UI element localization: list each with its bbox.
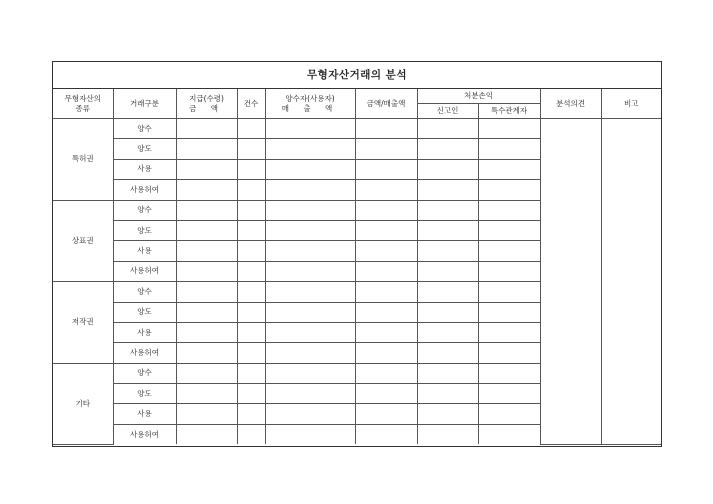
declarer-cell[interactable] <box>417 139 478 159</box>
declarer-cell[interactable] <box>417 119 478 139</box>
header-trade-kind: 거래구분 <box>113 89 176 119</box>
asset-type-cell: 기타 <box>53 363 113 444</box>
trade-kind-cell: 양수 <box>113 119 176 139</box>
analysis-table <box>53 89 661 445</box>
related-party-cell[interactable] <box>478 363 540 383</box>
payment-amount-cell[interactable] <box>176 180 237 200</box>
count-cell[interactable] <box>237 404 265 424</box>
count-cell[interactable] <box>237 180 265 200</box>
declarer-cell[interactable] <box>417 363 478 383</box>
assignee-sales-cell[interactable] <box>265 261 355 281</box>
related-party-cell[interactable] <box>478 282 540 302</box>
trade-kind-cell: 사용 <box>113 241 176 261</box>
payment-amount-cell[interactable] <box>176 424 237 444</box>
payment-amount-cell[interactable] <box>176 241 237 261</box>
related-party-cell[interactable] <box>478 322 540 342</box>
related-party-cell[interactable] <box>478 180 540 200</box>
declarer-cell[interactable] <box>417 180 478 200</box>
payment-amount-cell[interactable] <box>176 322 237 342</box>
remarks-cell[interactable] <box>601 119 661 445</box>
header-remarks: 비고 <box>601 89 661 119</box>
assignee-sales-cell[interactable] <box>265 343 355 363</box>
assignee-sales-cell[interactable] <box>265 404 355 424</box>
count-cell[interactable] <box>237 363 265 383</box>
amount-ratio-cell[interactable] <box>355 119 417 139</box>
payment-amount-cell[interactable] <box>176 302 237 322</box>
count-cell[interactable] <box>237 119 265 139</box>
related-party-cell[interactable] <box>478 424 540 444</box>
amount-ratio-cell[interactable] <box>355 139 417 159</box>
amount-ratio-cell[interactable] <box>355 424 417 444</box>
related-party-cell[interactable] <box>478 119 540 139</box>
assignee-sales-cell[interactable] <box>265 424 355 444</box>
trade-kind-cell: 양수 <box>113 282 176 302</box>
related-party-cell[interactable] <box>478 139 540 159</box>
analysis-form <box>52 61 662 447</box>
related-party-cell[interactable] <box>478 404 540 424</box>
trade-kind-cell: 사용허여 <box>113 424 176 444</box>
trade-kind-cell: 양수 <box>113 363 176 383</box>
count-cell[interactable] <box>237 220 265 240</box>
trade-kind-cell: 사용 <box>113 322 176 342</box>
related-party-cell[interactable] <box>478 200 540 220</box>
header-assignee-sales: 양수자(사용자) 매 출 액 <box>265 89 355 119</box>
declarer-cell[interactable] <box>417 343 478 363</box>
trade-kind-cell: 양도 <box>113 139 176 159</box>
assignee-sales-cell[interactable] <box>265 384 355 404</box>
related-party-cell[interactable] <box>478 159 540 179</box>
opinion-cell[interactable] <box>540 119 601 445</box>
declarer-cell[interactable] <box>417 302 478 322</box>
declarer-cell[interactable] <box>417 322 478 342</box>
trade-kind-cell: 사용허여 <box>113 180 176 200</box>
header-declarer: 신고인 <box>417 104 478 119</box>
amount-ratio-cell[interactable] <box>355 261 417 281</box>
amount-ratio-cell[interactable] <box>355 159 417 179</box>
declarer-cell[interactable] <box>417 261 478 281</box>
declarer-cell[interactable] <box>417 200 478 220</box>
count-cell[interactable] <box>237 343 265 363</box>
count-cell[interactable] <box>237 241 265 261</box>
assignee-sales-cell[interactable] <box>265 322 355 342</box>
assignee-sales-cell[interactable] <box>265 180 355 200</box>
assignee-sales-cell[interactable] <box>265 302 355 322</box>
asset-type-cell: 저작권 <box>53 282 113 364</box>
declarer-cell[interactable] <box>417 220 478 240</box>
amount-ratio-cell[interactable] <box>355 200 417 220</box>
payment-amount-cell[interactable] <box>176 220 237 240</box>
amount-ratio-cell[interactable] <box>355 241 417 261</box>
header-count: 건수 <box>237 89 265 119</box>
count-cell[interactable] <box>237 159 265 179</box>
payment-amount-cell[interactable] <box>176 119 237 139</box>
declarer-cell[interactable] <box>417 384 478 404</box>
count-cell[interactable] <box>237 282 265 302</box>
header-amount-ratio: 금액/매출액 <box>355 89 417 119</box>
trade-kind-cell: 사용허여 <box>113 343 176 363</box>
trade-kind-cell: 사용 <box>113 404 176 424</box>
amount-ratio-cell[interactable] <box>355 384 417 404</box>
related-party-cell[interactable] <box>478 220 540 240</box>
trade-kind-cell: 양도 <box>113 220 176 240</box>
count-cell[interactable] <box>237 302 265 322</box>
related-party-cell[interactable] <box>478 343 540 363</box>
amount-ratio-cell[interactable] <box>355 363 417 383</box>
assignee-sales-cell[interactable] <box>265 363 355 383</box>
count-cell[interactable] <box>237 200 265 220</box>
header-asset-type: 무형자산의 종류 <box>53 89 113 119</box>
payment-amount-cell[interactable] <box>176 282 237 302</box>
declarer-cell[interactable] <box>417 404 478 424</box>
payment-amount-cell[interactable] <box>176 384 237 404</box>
header-payment-amount: 지급(수령) 금 액 <box>176 89 237 119</box>
amount-ratio-cell[interactable] <box>355 220 417 240</box>
assignee-sales-cell[interactable] <box>265 139 355 159</box>
payment-amount-cell[interactable] <box>176 200 237 220</box>
declarer-cell[interactable] <box>417 241 478 261</box>
amount-ratio-cell[interactable] <box>355 322 417 342</box>
amount-ratio-cell[interactable] <box>355 343 417 363</box>
form-title: 무형자산거래의 분석 <box>53 62 661 89</box>
declarer-cell[interactable] <box>417 282 478 302</box>
trade-kind-cell: 사용 <box>113 159 176 179</box>
payment-amount-cell[interactable] <box>176 404 237 424</box>
amount-ratio-cell[interactable] <box>355 302 417 322</box>
count-cell[interactable] <box>237 139 265 159</box>
declarer-cell[interactable] <box>417 159 478 179</box>
assignee-sales-cell[interactable] <box>265 159 355 179</box>
header-disposal-gain-loss: 처분손익 <box>417 89 540 104</box>
count-cell[interactable] <box>237 261 265 281</box>
trade-kind-cell: 양도 <box>113 384 176 404</box>
related-party-cell[interactable] <box>478 261 540 281</box>
asset-type-cell: 특허권 <box>53 119 113 201</box>
payment-amount-cell[interactable] <box>176 363 237 383</box>
assignee-sales-cell[interactable] <box>265 119 355 139</box>
assignee-sales-cell[interactable] <box>265 241 355 261</box>
related-party-cell[interactable] <box>478 241 540 261</box>
header-related-party: 특수관계자 <box>478 104 540 119</box>
count-cell[interactable] <box>237 322 265 342</box>
asset-type-cell: 상표권 <box>53 200 113 282</box>
assignee-sales-cell[interactable] <box>265 282 355 302</box>
related-party-cell[interactable] <box>478 384 540 404</box>
payment-amount-cell[interactable] <box>176 343 237 363</box>
related-party-cell[interactable] <box>478 302 540 322</box>
trade-kind-cell: 양수 <box>113 200 176 220</box>
payment-amount-cell[interactable] <box>176 139 237 159</box>
amount-ratio-cell[interactable] <box>355 282 417 302</box>
amount-ratio-cell[interactable] <box>355 180 417 200</box>
count-cell[interactable] <box>237 384 265 404</box>
count-cell[interactable] <box>237 424 265 444</box>
header-opinion: 분석의견 <box>540 89 601 119</box>
payment-amount-cell[interactable] <box>176 261 237 281</box>
table-row <box>53 119 661 139</box>
declarer-cell[interactable] <box>417 424 478 444</box>
assignee-sales-cell[interactable] <box>265 200 355 220</box>
trade-kind-cell: 양도 <box>113 302 176 322</box>
amount-ratio-cell[interactable] <box>355 404 417 424</box>
trade-kind-cell: 사용허여 <box>113 261 176 281</box>
payment-amount-cell[interactable] <box>176 159 237 179</box>
assignee-sales-cell[interactable] <box>265 220 355 240</box>
